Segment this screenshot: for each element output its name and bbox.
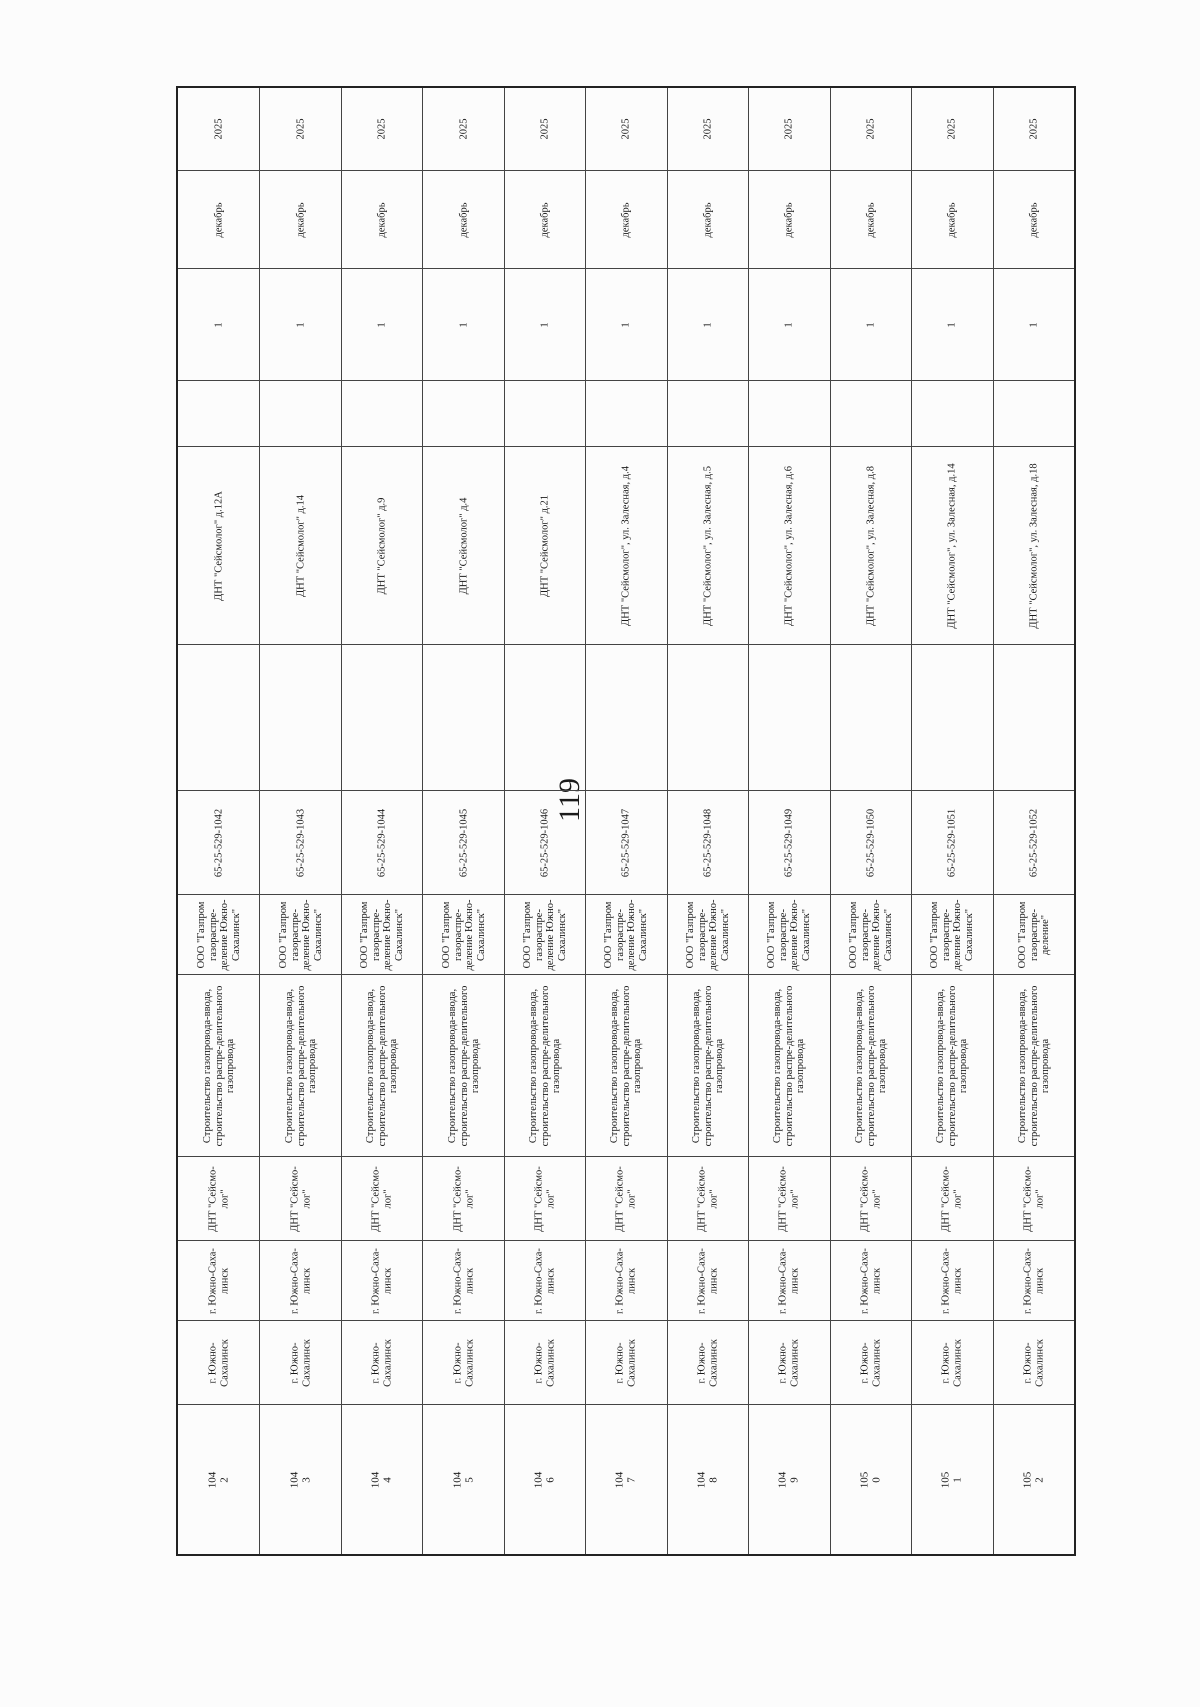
cell-num	[994, 1404, 1074, 1554]
cell-text-city: г. Южно-Сахалинск	[696, 1338, 719, 1387]
table-row	[911, 88, 992, 1554]
cell-blank2	[912, 644, 992, 790]
cell-text-org: ООО "Газпром газораспре-деление Южно-Сахалинск"	[847, 899, 894, 970]
cell-text-locality: г. Южно-Саха-линск	[533, 1247, 557, 1314]
cell-code	[505, 790, 585, 894]
cell-text-num: 104 5	[451, 1471, 475, 1488]
cell-text-org: ООО "Газпром газораспре-деление Южно-Сахалинск"	[195, 899, 242, 970]
cell-text-num: 104 7	[613, 1471, 638, 1488]
cell-text-work: Строительство газопровода-ввода, строительство распре-делительного газопровода	[527, 985, 562, 1146]
cell-text-settlement: ДНТ "Сейсмо-лог"	[696, 1165, 719, 1232]
cell-month	[994, 170, 1074, 268]
cell-code	[260, 790, 340, 894]
cell-work	[831, 974, 911, 1156]
cell-text-num: 105 1	[939, 1471, 964, 1488]
cell-blank1	[994, 380, 1074, 446]
cell-year	[912, 88, 992, 170]
cell-text-qty: 1	[539, 321, 551, 328]
cell-org	[178, 894, 259, 974]
table-row	[585, 88, 666, 1554]
cell-org	[668, 894, 748, 974]
cell-city	[178, 1320, 259, 1404]
cell-city	[912, 1320, 992, 1404]
cell-text-org: ООО "Газпром газораспре-деление"	[1016, 901, 1051, 968]
cell-text-city: г. Южно-Сахалинск	[370, 1338, 394, 1387]
cell-text-qty: 1	[1028, 321, 1039, 328]
cell-num	[586, 1404, 666, 1554]
cell-code	[749, 790, 829, 894]
cell-year	[178, 88, 259, 170]
cell-work	[178, 974, 259, 1156]
cell-text-month: декабрь	[865, 202, 877, 237]
cell-text-org: ООО "Газпром газораспре-деление Южно-Сахалинск"	[277, 899, 324, 970]
cell-text-locality: г. Южно-Саха-линск	[696, 1247, 719, 1314]
cell-address	[423, 446, 503, 644]
cell-text-city: г. Южно-Сахалинск	[777, 1338, 801, 1387]
cell-locality	[505, 1240, 585, 1320]
cell-text-qty: 1	[702, 321, 714, 328]
cell-text-year: 2025	[702, 118, 714, 140]
cell-text-address: ДНТ "Сейсмолог" д.4	[457, 497, 469, 594]
cell-num	[668, 1404, 748, 1554]
cell-work	[586, 974, 666, 1156]
cell-city	[505, 1320, 585, 1404]
cell-city	[260, 1320, 340, 1404]
cell-text-year: 2025	[457, 118, 469, 140]
cell-year	[749, 88, 829, 170]
cell-blank1	[668, 380, 748, 446]
cell-settlement	[505, 1156, 585, 1240]
cell-blank1	[505, 380, 585, 446]
cell-text-locality: г. Южно-Саха-линск	[859, 1247, 882, 1314]
table-row	[259, 88, 340, 1554]
cell-org	[423, 894, 503, 974]
cell-text-month: декабрь	[702, 202, 714, 237]
cell-text-code: 65-25-529-1042	[212, 808, 224, 877]
table-row	[667, 88, 748, 1554]
cell-text-year: 2025	[783, 118, 795, 140]
cell-qty	[668, 268, 748, 380]
cell-blank1	[423, 380, 503, 446]
cell-org	[260, 894, 340, 974]
cell-text-address: ДНТ "Сейсмолог", ул. Залесная, д.4	[620, 465, 632, 626]
cell-num	[260, 1404, 340, 1554]
cell-text-address: ДНТ "Сейсмолог", ул. Залесная, д.6	[783, 465, 795, 626]
cell-year	[994, 88, 1074, 170]
cell-address	[831, 446, 911, 644]
cell-month	[505, 170, 585, 268]
cell-settlement	[342, 1156, 422, 1240]
cell-text-month: декабрь	[376, 202, 388, 237]
cell-work	[994, 974, 1074, 1156]
table-row	[830, 88, 911, 1554]
cell-code	[178, 790, 259, 894]
cell-text-work: Строительство газопровода-ввода, строительство распре-делительного газопровода	[772, 985, 807, 1146]
cell-locality	[912, 1240, 992, 1320]
cell-text-city: г. Южно-Сахалинск	[859, 1338, 882, 1387]
cell-text-year: 2025	[865, 118, 877, 140]
cell-blank1	[342, 380, 422, 446]
data-table	[176, 86, 1076, 1556]
cell-city	[831, 1320, 911, 1404]
cell-work	[260, 974, 340, 1156]
cell-locality	[668, 1240, 748, 1320]
cell-text-city: г. Южно-Сахалинск	[452, 1338, 475, 1387]
cell-text-qty: 1	[294, 321, 306, 328]
cell-text-settlement: ДНТ "Сейсмо-лог"	[940, 1165, 964, 1232]
cell-text-month: декабрь	[539, 202, 551, 237]
cell-text-code: 65-25-529-1046	[539, 808, 551, 877]
cell-text-org: ООО "Газпром газораспре-деление Южно-Сахалинск"	[603, 899, 649, 970]
cell-num	[912, 1404, 992, 1554]
cell-qty	[586, 268, 666, 380]
cell-qty	[912, 268, 992, 380]
cell-text-settlement: ДНТ "Сейсмо-лог"	[289, 1165, 312, 1232]
cell-blank2	[423, 644, 503, 790]
cell-text-work: Строительство газопровода-ввода, строительство распре-делительного газопровода	[935, 985, 970, 1146]
cell-year	[260, 88, 340, 170]
cell-text-locality: г. Южно-Саха-линск	[777, 1247, 801, 1314]
cell-text-num: 105 0	[858, 1471, 882, 1488]
cell-locality	[260, 1240, 340, 1320]
cell-settlement	[912, 1156, 992, 1240]
cell-month	[749, 170, 829, 268]
cell-num	[423, 1404, 503, 1554]
cell-code	[668, 790, 748, 894]
cell-blank2	[178, 644, 259, 790]
cell-address	[260, 446, 340, 644]
cell-org	[342, 894, 422, 974]
cell-text-num: 105 2	[1021, 1471, 1045, 1488]
cell-city	[586, 1320, 666, 1404]
cell-month	[586, 170, 666, 268]
cell-text-address: ДНТ "Сейсмолог" д.9	[376, 497, 388, 594]
cell-month	[831, 170, 911, 268]
cell-text-num: 104 3	[288, 1471, 312, 1488]
cell-settlement	[260, 1156, 340, 1240]
cell-work	[505, 974, 585, 1156]
cell-text-address: ДНТ "Сейсмолог" д.21	[539, 494, 551, 597]
cell-org	[586, 894, 666, 974]
cell-text-code: 65-25-529-1043	[294, 808, 306, 877]
cell-year	[505, 88, 585, 170]
cell-work	[342, 974, 422, 1156]
cell-address	[749, 446, 829, 644]
cell-blank2	[586, 644, 666, 790]
cell-text-work: Строительство газопровода-ввода, строительство распре-делительного газопровода	[690, 985, 725, 1146]
cell-blank2	[994, 644, 1074, 790]
cell-blank1	[260, 380, 340, 446]
cell-locality	[586, 1240, 666, 1320]
cell-blank2	[260, 644, 340, 790]
cell-text-settlement: ДНТ "Сейсмо-лог"	[614, 1165, 638, 1232]
cell-text-org: ООО "Газпром газораспре-деление Южно-Сахалинск"	[359, 899, 405, 970]
cell-text-qty: 1	[946, 321, 958, 328]
cell-year	[423, 88, 503, 170]
table-row	[178, 88, 259, 1554]
cell-text-month: декабрь	[620, 202, 632, 237]
cell-num	[831, 1404, 911, 1554]
cell-locality	[831, 1240, 911, 1320]
cell-month	[668, 170, 748, 268]
cell-text-month: декабрь	[457, 202, 469, 237]
cell-year	[831, 88, 911, 170]
cell-blank2	[342, 644, 422, 790]
cell-text-work: Строительство газопровода-ввода, строительство распре-делительного газопровода	[364, 985, 399, 1146]
cell-text-year: 2025	[294, 118, 306, 140]
cell-locality	[178, 1240, 259, 1320]
cell-month	[260, 170, 340, 268]
cell-text-city: г. Южно-Сахалинск	[289, 1338, 312, 1387]
cell-text-city: г. Южно-Сахалинск	[207, 1338, 230, 1387]
cell-month	[342, 170, 422, 268]
cell-city	[668, 1320, 748, 1404]
cell-text-address: ДНТ "Сейсмолог" д.14	[294, 494, 306, 597]
cell-num	[749, 1404, 829, 1554]
table-row	[341, 88, 422, 1554]
cell-text-num: 104 4	[369, 1471, 394, 1488]
table-row	[422, 88, 503, 1554]
cell-text-work: Строительство газопровода-ввода, строительство распре-делительного газопровода	[853, 985, 888, 1146]
cell-qty	[342, 268, 422, 380]
cell-text-city: г. Южно-Сахалинск	[1022, 1338, 1045, 1387]
cell-org	[994, 894, 1074, 974]
cell-text-locality: г. Южно-Саха-линск	[207, 1247, 230, 1314]
cell-text-city: г. Южно-Сахалинск	[614, 1338, 638, 1387]
cell-text-address: ДНТ "Сейсмолог" д.12А	[212, 490, 224, 601]
cell-text-year: 2025	[946, 118, 958, 140]
cell-text-work: Строительство газопровода-ввода, строительство распре-делительного газопровода	[609, 985, 644, 1146]
cell-year	[668, 88, 748, 170]
cell-address	[668, 446, 748, 644]
cell-code	[994, 790, 1074, 894]
cell-text-year: 2025	[539, 118, 551, 140]
cell-qty	[505, 268, 585, 380]
cell-locality	[342, 1240, 422, 1320]
cell-qty	[831, 268, 911, 380]
cell-code	[586, 790, 666, 894]
cell-settlement	[831, 1156, 911, 1240]
cell-text-month: декабрь	[1028, 202, 1039, 237]
cell-work	[668, 974, 748, 1156]
cell-text-month: декабрь	[946, 202, 958, 237]
cell-text-address: ДНТ "Сейсмолог", ул. Залесная, д.18	[1028, 462, 1039, 629]
cell-city	[423, 1320, 503, 1404]
cell-city	[342, 1320, 422, 1404]
cell-text-city: г. Южно-Сахалинск	[940, 1338, 964, 1387]
cell-org	[749, 894, 829, 974]
cell-text-num: 104 8	[695, 1471, 719, 1488]
cell-text-num: 104 9	[776, 1471, 801, 1488]
cell-settlement	[668, 1156, 748, 1240]
cell-text-code: 65-25-529-1045	[457, 808, 469, 877]
cell-text-settlement: ДНТ "Сейсмо-лог"	[533, 1165, 557, 1232]
cell-org	[912, 894, 992, 974]
cell-text-qty: 1	[865, 321, 877, 328]
cell-text-work: Строительство газопровода-ввода, строительство распре-делительного газопровода	[1016, 985, 1051, 1146]
cell-text-qty: 1	[457, 321, 469, 328]
cell-text-locality: г. Южно-Саха-линск	[940, 1247, 964, 1314]
cell-text-settlement: ДНТ "Сейсмо-лог"	[859, 1165, 882, 1232]
cell-text-qty: 1	[376, 321, 388, 328]
cell-text-qty: 1	[783, 321, 795, 328]
cell-text-num: 104 2	[206, 1471, 230, 1488]
cell-text-org: ООО "Газпром газораспре-деление Южно-Сахалинск"	[684, 899, 731, 970]
cell-text-month: декабрь	[783, 202, 795, 237]
cell-settlement	[423, 1156, 503, 1240]
cell-qty	[994, 268, 1074, 380]
cell-text-work: Строительство газопровода-ввода, строительство распре-делительного газопровода	[446, 985, 481, 1146]
cell-locality	[423, 1240, 503, 1320]
cell-num	[342, 1404, 422, 1554]
cell-text-org: ООО "Газпром газораспре-деление Южно-Сахалинск"	[522, 899, 568, 970]
cell-text-locality: г. Южно-Саха-линск	[289, 1247, 312, 1314]
cell-text-work: Строительство газопровода-ввода, строительство распре-делительного газопровода	[283, 985, 318, 1146]
cell-year	[342, 88, 422, 170]
cell-num	[505, 1404, 585, 1554]
table-row	[993, 88, 1074, 1554]
cell-text-city: г. Южно-Сахалинск	[533, 1338, 557, 1387]
cell-locality	[749, 1240, 829, 1320]
cell-qty	[423, 268, 503, 380]
cell-num	[178, 1404, 259, 1554]
cell-text-year: 2025	[376, 118, 388, 140]
cell-work	[912, 974, 992, 1156]
cell-text-org: ООО "Газпром газораспре-деление Южно-Сахалинск"	[766, 899, 812, 970]
cell-work	[423, 974, 503, 1156]
cell-text-code: 65-25-529-1048	[702, 808, 714, 877]
cell-text-settlement: ДНТ "Сейсмо-лог"	[1022, 1165, 1045, 1232]
cell-text-locality: г. Южно-Саха-линск	[1022, 1247, 1045, 1314]
cell-org	[831, 894, 911, 974]
cell-city	[994, 1320, 1074, 1404]
cell-text-settlement: ДНТ "Сейсмо-лог"	[370, 1165, 394, 1232]
cell-settlement	[994, 1156, 1074, 1240]
cell-address	[912, 446, 992, 644]
cell-blank2	[668, 644, 748, 790]
cell-text-locality: г. Южно-Саха-линск	[614, 1247, 638, 1314]
cell-text-month: декабрь	[212, 202, 224, 237]
cell-address	[505, 446, 585, 644]
cell-blank1	[178, 380, 259, 446]
cell-text-address: ДНТ "Сейсмолог", ул. Залесная, д.8	[865, 465, 877, 626]
cell-blank1	[749, 380, 829, 446]
cell-qty	[749, 268, 829, 380]
cell-month	[178, 170, 259, 268]
cell-locality	[994, 1240, 1074, 1320]
page-number: 119	[553, 778, 586, 822]
cell-text-code: 65-25-529-1051	[946, 808, 958, 877]
cell-text-settlement: ДНТ "Сейсмо-лог"	[452, 1165, 475, 1232]
cell-text-code: 65-25-529-1044	[376, 808, 388, 877]
cell-text-qty: 1	[620, 321, 632, 328]
cell-month	[912, 170, 992, 268]
cell-text-locality: г. Южно-Саха-линск	[452, 1247, 475, 1314]
cell-blank2	[831, 644, 911, 790]
cell-text-qty: 1	[212, 321, 224, 328]
cell-text-org: ООО "Газпром газораспре-деление Южно-Сахалинск"	[929, 899, 975, 970]
cell-address	[178, 446, 259, 644]
cell-org	[505, 894, 585, 974]
cell-qty	[260, 268, 340, 380]
cell-text-settlement: ДНТ "Сейсмо-лог"	[207, 1165, 230, 1232]
cell-month	[423, 170, 503, 268]
cell-text-address: ДНТ "Сейсмолог", ул. Залесная, д.5	[702, 465, 714, 626]
cell-code	[342, 790, 422, 894]
cell-code	[423, 790, 503, 894]
cell-code	[831, 790, 911, 894]
cell-settlement	[178, 1156, 259, 1240]
cell-code	[912, 790, 992, 894]
cell-text-month: декабрь	[294, 202, 306, 237]
cell-text-num: 104 6	[532, 1471, 557, 1488]
cell-text-code: 65-25-529-1047	[620, 808, 632, 877]
cell-text-work: Строительство газопровода-ввода, строительство распре-делительного газопровода	[201, 985, 236, 1146]
cell-blank2	[749, 644, 829, 790]
cell-address	[994, 446, 1074, 644]
cell-year	[586, 88, 666, 170]
cell-blank2	[505, 644, 585, 790]
cell-work	[749, 974, 829, 1156]
cell-text-code: 65-25-529-1052	[1028, 808, 1039, 877]
cell-text-address: ДНТ "Сейсмолог", ул. Залесная, д.14	[946, 462, 958, 629]
cell-text-code: 65-25-529-1049	[783, 808, 795, 877]
table-row	[748, 88, 829, 1554]
table-row	[504, 88, 585, 1554]
cell-blank1	[912, 380, 992, 446]
cell-settlement	[586, 1156, 666, 1240]
cell-settlement	[749, 1156, 829, 1240]
cell-blank1	[831, 380, 911, 446]
cell-blank1	[586, 380, 666, 446]
cell-text-locality: г. Южно-Саха-линск	[370, 1247, 394, 1314]
cell-text-year: 2025	[212, 118, 224, 140]
cell-city	[749, 1320, 829, 1404]
cell-text-code: 65-25-529-1050	[865, 808, 877, 877]
cell-text-org: ООО "Газпром газораспре-деление Южно-Сахалинск"	[440, 899, 487, 970]
cell-address	[342, 446, 422, 644]
cell-address	[586, 446, 666, 644]
cell-qty	[178, 268, 259, 380]
cell-text-year: 2025	[620, 118, 632, 140]
cell-text-year: 2025	[1028, 118, 1039, 140]
cell-text-settlement: ДНТ "Сейсмо-лог"	[777, 1165, 801, 1232]
